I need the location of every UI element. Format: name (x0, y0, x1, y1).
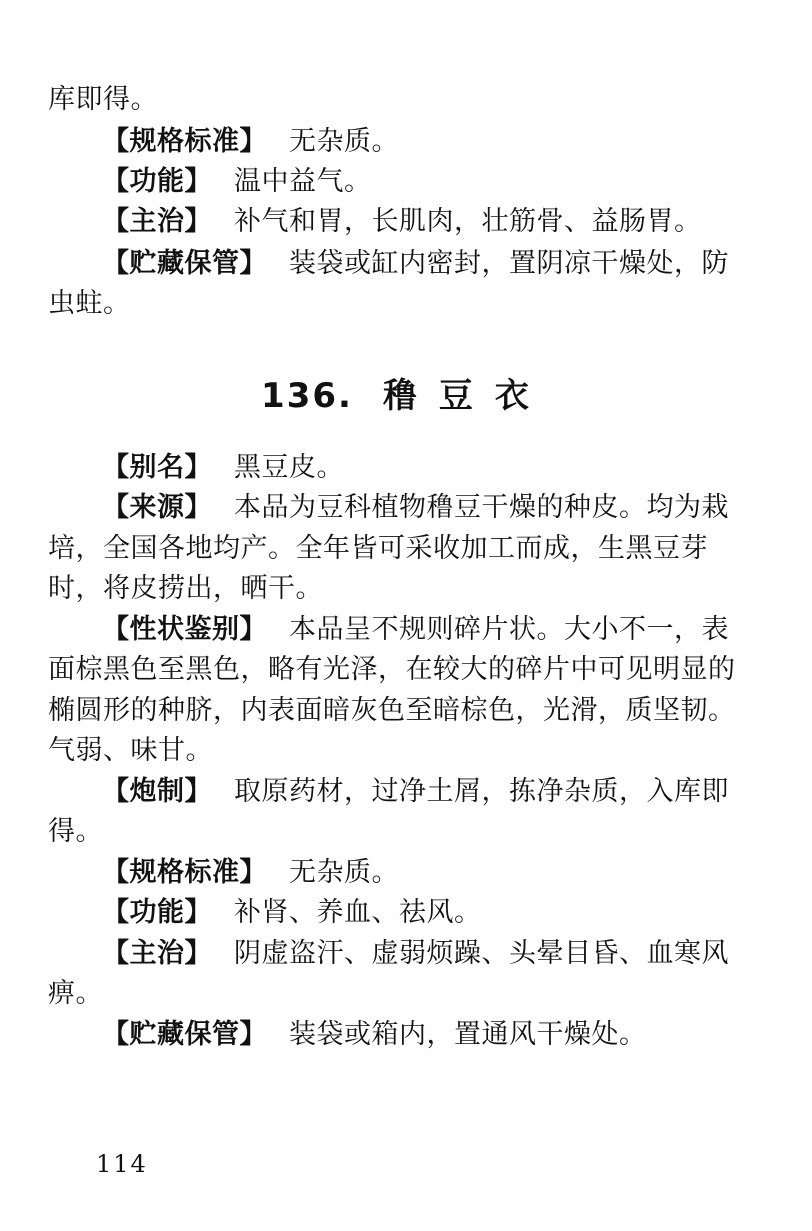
prev-storage-text: 装袋或缸内密封，置阴凉干燥处，防 (289, 248, 729, 279)
identification-line-2: 面棕黑色至黑色，略有光泽，在较大的碎片中可见明显的 (48, 654, 736, 685)
storage-text: 装袋或箱内，置通风干燥处。 (289, 1019, 647, 1050)
prev-treatment-paragraph (102, 202, 712, 242)
spec-text: 无杂质。 (289, 857, 399, 888)
function-label: 【功能】 (102, 897, 212, 928)
alias-paragraph (102, 448, 712, 488)
identification-text-1: 本品呈不规则碎片状。大小不一，表 (289, 614, 729, 645)
prev-function-paragraph (102, 162, 712, 202)
storage-paragraph (102, 1015, 712, 1055)
identification-label: 【性状鉴别】 (102, 614, 267, 645)
identification-line-4: 气弱、味甘。 (48, 735, 213, 766)
function-text: 补肾、养血、祛风。 (234, 897, 482, 928)
source-label: 【来源】 (102, 492, 212, 523)
treatment-paragraph (102, 934, 729, 974)
prev-spec-text: 无杂质。 (289, 126, 399, 157)
source-paragraph (102, 488, 729, 528)
function-paragraph (102, 893, 712, 933)
section-name: 穞豆衣 (382, 376, 551, 416)
prev-storage-paragraph (102, 244, 729, 284)
alias-text: 黑豆皮。 (234, 452, 344, 483)
treatment-label: 【主治】 (102, 938, 212, 969)
prev-spec-label: 【规格标准】 (102, 126, 267, 157)
spec-paragraph (102, 853, 712, 893)
prev-continuation-line: 库即得。 (48, 84, 158, 115)
processing-text-1: 取原药材，过净土屑，拣净杂质，入库即 (234, 776, 729, 807)
spec-label: 【规格标准】 (102, 857, 267, 888)
prev-spec-paragraph (102, 122, 712, 162)
section-number: 136. (261, 376, 353, 416)
source-text-1: 本品为豆科植物穞豆干燥的种皮。均为栽 (234, 492, 729, 523)
source-line-2: 培，全国各地均产。全年皆可采收加工而成，生黑豆芽 (48, 533, 708, 564)
identification-paragraph (102, 610, 729, 650)
storage-label: 【贮藏保管】 (102, 1019, 267, 1050)
identification-line-3: 椭圆形的种脐，内表面暗灰色至暗棕色，光滑，质坚韧。 (48, 695, 736, 726)
treatment-line-2: 痹。 (48, 978, 103, 1009)
prev-treatment-label: 【主治】 (102, 206, 212, 237)
prev-function-label: 【功能】 (102, 166, 212, 197)
page-number: 114 (96, 1150, 148, 1178)
prev-storage-label: 【贮藏保管】 (102, 248, 267, 279)
processing-label: 【炮制】 (102, 776, 212, 807)
processing-line-2: 得。 (48, 816, 103, 847)
prev-treatment-text: 补气和胃，长肌肉，壮筋骨、益肠胃。 (234, 206, 702, 237)
prev-storage-continuation: 虫蛀。 (48, 288, 131, 319)
processing-paragraph (102, 772, 729, 812)
alias-label: 【别名】 (102, 452, 212, 483)
source-line-3: 时，将皮捞出，晒干。 (48, 573, 323, 604)
prev-function-text: 温中益气。 (234, 166, 372, 197)
section-title (0, 372, 812, 420)
treatment-text-1: 阴虚盗汗、虚弱烦躁、头晕目昏、血寒风 (234, 938, 729, 969)
